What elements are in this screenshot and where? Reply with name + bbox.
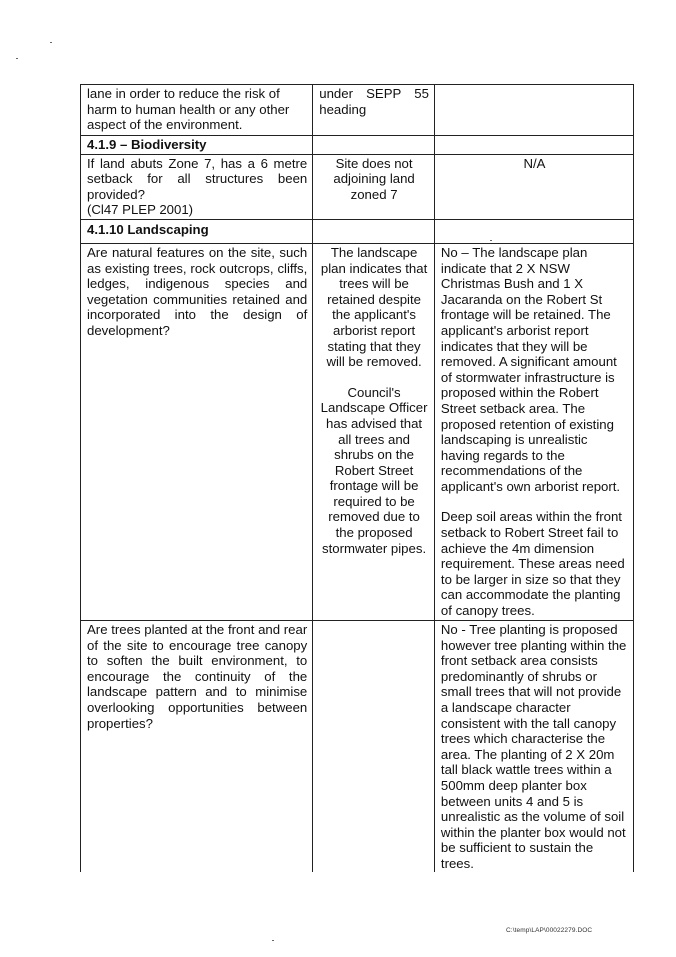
- section-heading-biodiversity: [81, 136, 313, 155]
- scan-speck: [50, 42, 52, 43]
- compliance-cell: [434, 243, 633, 620]
- criteria-cell: [81, 85, 313, 136]
- compliance-text: No - Tree planting is proposed however tree planting within the front setback area consists predominantly of shrubs or small trees that will not provide a landscape character consistent with the tall canopy trees which characterise the area. The planting of 2 X 20m tall black wattle trees within a 500mm deep planter box between units 4 and 5 is unrealistic as the volume of soil within the planter box would not be sufficient to sustain the trees.: [440, 621, 627, 871]
- empty-cell: [313, 136, 435, 155]
- compliance-cell: [434, 620, 633, 872]
- proposal-text: Site does not adjoining land zoned 7: [333, 155, 415, 202]
- table-row: [81, 243, 634, 620]
- compliance-cell: [434, 85, 633, 136]
- compliance-text: Deep soil areas within the front setback to Robert Street fail to achieve the 4m dimension requirement. These areas need to be larger in size so that they can accommodate the planting of canopy trees.: [440, 509, 625, 619]
- proposal-cell: [313, 243, 435, 620]
- proposal-text: Council's Landscape Officer has advised that all trees and shrubs on the Robert Street frontage will be required to be removed due to the proposed stormwater pipes.: [320, 384, 428, 556]
- section-heading-text: 4.1.10 Landscaping: [87, 221, 209, 237]
- empty-cell: [434, 219, 633, 243]
- compliance-cell: [434, 154, 633, 219]
- proposal-cell: [313, 85, 435, 136]
- table-row: [81, 620, 634, 872]
- section-heading-row: [81, 219, 634, 243]
- criteria-text: If land abuts Zone 7, has a 6 metre setback for all structures been provided?: [87, 155, 308, 202]
- proposal-cell: [313, 620, 435, 872]
- compliance-text: N/A: [523, 155, 546, 171]
- criteria-cell: [81, 243, 313, 620]
- section-heading-landscaping: [81, 219, 313, 243]
- criteria-text: lane in order to reduce the risk of harm to human health or any other aspect of the environment.: [87, 86, 290, 133]
- criteria-text: Are trees planted at the front and rear of the site to encourage tree canopy to soften the built environment, to encourage the continuity of the landscape pattern and to minimise overlooking opportunities between properties?: [87, 621, 308, 731]
- file-path-footer: C:\temp\LAP\00022279.DOC: [506, 927, 593, 934]
- scan-speck: [272, 940, 274, 941]
- proposal-text: The landscape plan indicates that trees will be retained despite the applicant's arborist report stating that they will be removed.: [320, 244, 428, 370]
- assessment-table: [80, 84, 634, 872]
- scan-speck: [490, 240, 492, 241]
- criteria-cell: [81, 620, 313, 872]
- criteria-text: Are natural features on the site, such as existing trees, rock outcrops, cliffs, ledges, indigenous species and vegetation communities retained and incorporated into the design of development?: [87, 244, 308, 338]
- proposal-text: under SEPP 55 heading: [319, 86, 429, 117]
- compliance-text: No – The landscape plan indicate that 2 X NSW Christmas Bush and 1 X Jacaranda on the Robert St frontage will be retained. The applicant's arborist report indicates that they will be removed. A significant amount of stormwater infrastructure is proposed within the Robert Street setback area. The proposed retention of existing landscaping is unrealistic having regards to the recommendations of the applicant's own arborist report.: [440, 244, 621, 494]
- criteria-cell: [81, 154, 313, 219]
- scan-speck: [16, 58, 18, 59]
- empty-cell: [434, 136, 633, 155]
- table-row: [81, 154, 634, 219]
- section-heading-row: [81, 136, 634, 155]
- proposal-cell: [313, 154, 435, 219]
- empty-cell: [313, 219, 435, 243]
- clause-reference: (Cl47 PLEP 2001): [87, 202, 194, 218]
- section-heading-text: 4.1.9 – Biodiversity: [87, 137, 207, 152]
- table-row: [81, 85, 634, 136]
